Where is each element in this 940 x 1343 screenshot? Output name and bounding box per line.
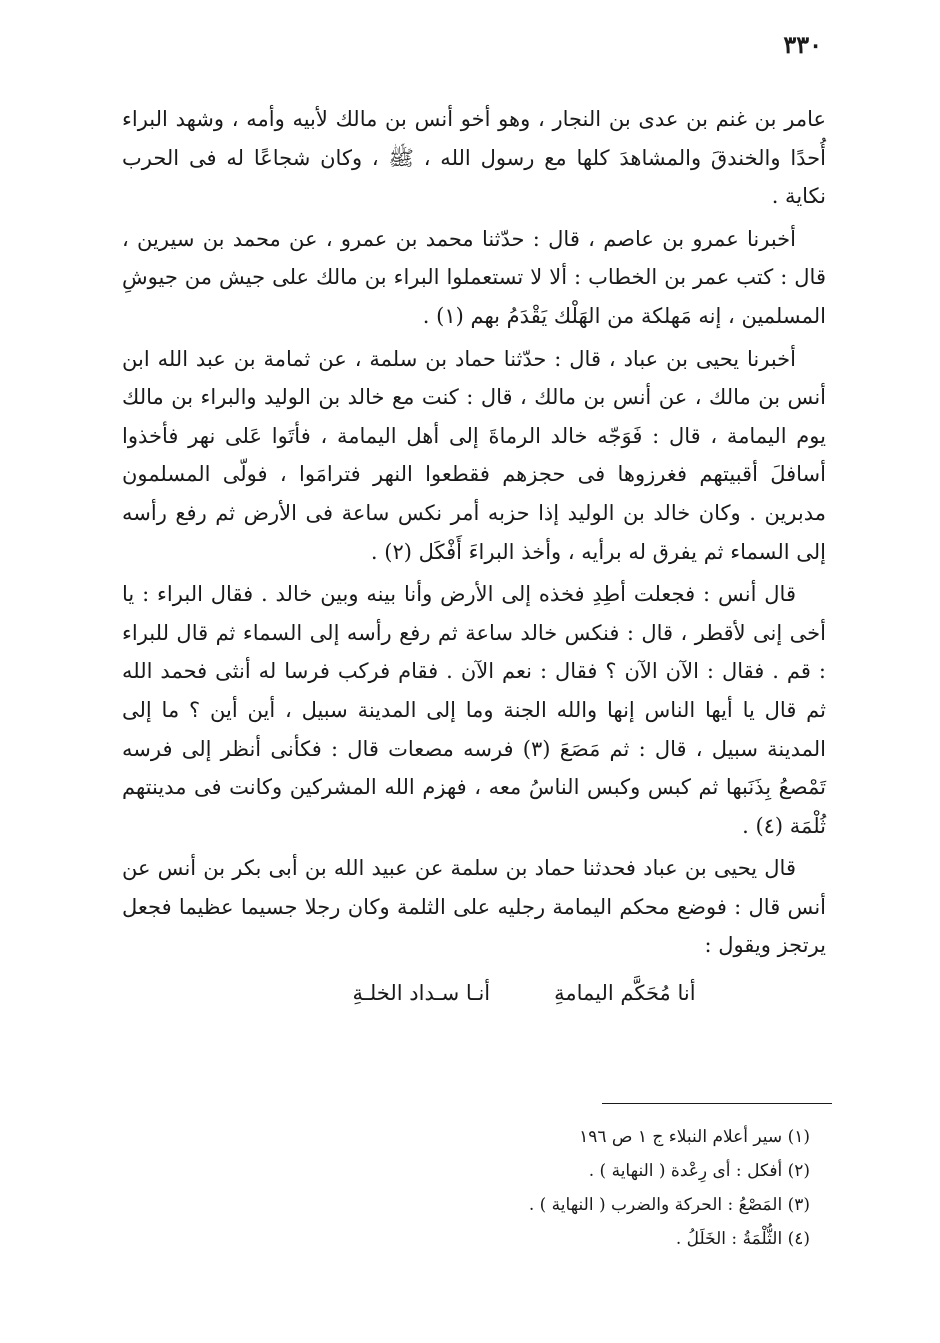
page-number: ٣٣٠ [783,30,822,59]
footnote-item: (٤) الثُّلْمَةُ : الخَلَلُ . [675,1229,810,1249]
footnote-item: (٣) المَصْعُ : الحركة والضرب ( النهاية ) . [528,1195,810,1215]
paragraph: أخبرنا عمرو بن عاصم ، قال : حدّثنا محمد بن عمرو ، عن محمد بن سيرين ، قال : كتب عمر بن الخطاب : ألا لا تستعملوا البراء بن مالك على جيش من جيوشِ المسلمين ، إنه مَهلكة من الهَلْك يَقْدَمُ بهم (١) . [122,226,826,328]
poetry-verse [122,973,826,1013]
verse-first-hemistich: أنا مُحَكَّم اليمامةِ [554,981,696,1006]
verse-second-hemistich: أنـا سـداد الخلـةِ [352,981,491,1006]
paragraph: قال أنس : فجعلت أطِدِ فخذه إلى الأرض وأنا بينه وبين خالد . فقال البراء : يا أخى إنى لأقطر ، قال : فنكس خالد ساعة ثم رفع رأسه إلى السماء ثم قال للبراء : قم . فقال : الآن الآن ؟ فقال : نعم الآن . فقام فركب فرسا له أنثى فحمد الله ثم قال يا أيها الناس إنها والله الجنة وما إلى المدينة سبيل ، أين أين ؟ ما إلى المدينة سبيل ، قال : ثم مَصَعَ (٣) فرسه مصعات قال : فكأنى أنظر إلى فرسه تَمْصعُ بِذَنَبها ثم كبس وكبس الناسُ معه ، فهزم الله المشركين وكانت فى مدينتهم ثُلْمَة (٤) . [122,582,827,838]
paragraph: عامر بن غنم بن عدى بن النجار ، وهو أخو أنس بن مالك لأبيه وأمه ، وشهد البراء أُحدًا والخندقَ والمشاهدَ كلها مع رسول الله ، ﷺ ، وكان شجاعًا له فى الحرب نكاية . [122,107,826,209]
paragraph: أخبرنا يحيى بن عباد ، قال : حدّثنا حماد بن سلمة ، عن ثمامة بن عبد الله ابن أنس بن مالك ، عن أنس بن مالك ، قال : كنت مع خالد بن الوليد والبراء بن مالك يوم اليمامة ، قال : فَوَجّه خالد الرماةَ إلى أهل اليمامة ، فأتَوا عَلى نهر فأخذوا أسافلَ أقبيتهم فغرزوها فى حجزهم فقطعوا النهر فترامَوا ، فولّى المسلمون مدبرين . وكان خالد بن الوليد إذا حزبه أمر نكس ساعة فى الأرض ثم رفع رأسه إلى السماء ثم يفرق له برأيه ، وأخذ البراءَ أَفْكَل (٢) . [122,346,826,564]
paragraph: قال يحيى بن عباد فحدثنا حماد بن سلمة عن عبيد الله بن أبى بكر بن أنس عن أنس قال : فوضع محكم اليمامة رجليه على الثلمة وكان رجلا جسيما عظيما فجعل يرتجز ويقول : [122,856,826,958]
main-text [122,100,826,1013]
footnote-item: (٢) أفكل : أى رِعْدة ( النهاية ) . [588,1161,810,1181]
footnotes [250,1120,810,1256]
footnote-item: (١) سير أعلام النبلاء ج ١ ص ١٩٦ [579,1127,810,1147]
footnote-divider [602,1103,832,1104]
